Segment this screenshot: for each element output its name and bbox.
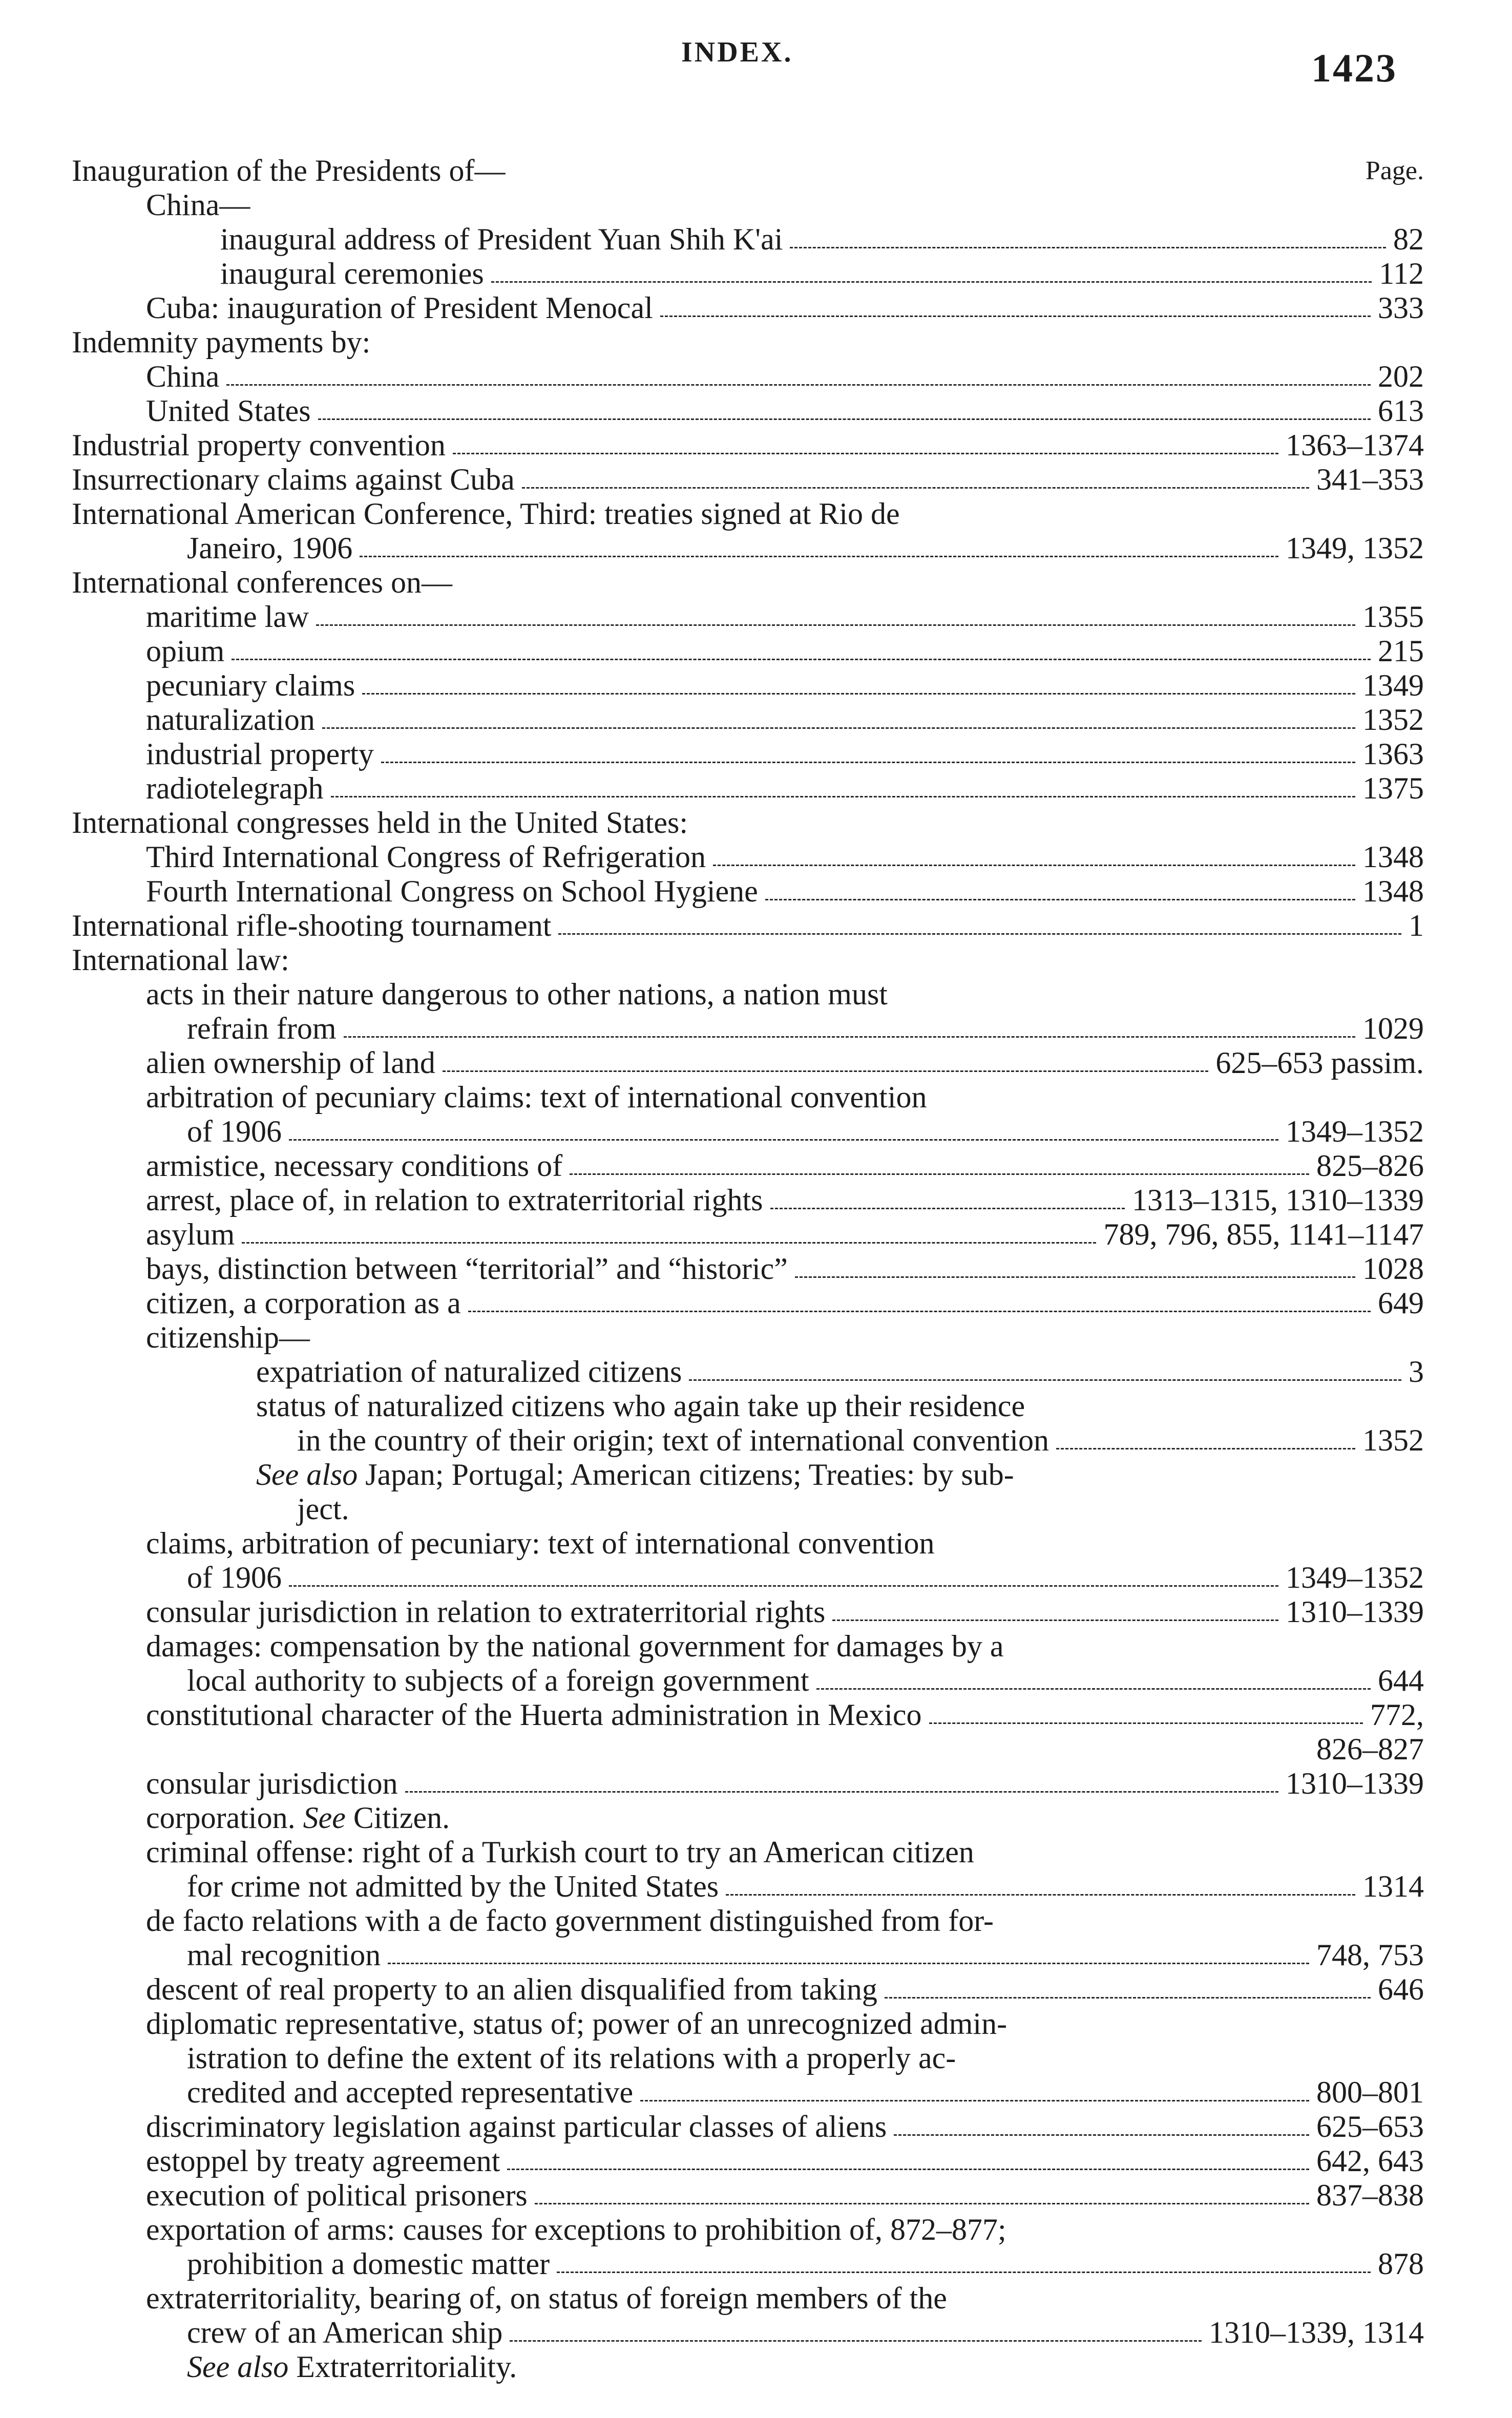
- index-entry: [72, 2213, 1424, 2247]
- index-entry: [72, 1561, 1424, 1595]
- page-ref: 1028: [1362, 1252, 1424, 1286]
- index-entry: [72, 943, 1424, 977]
- entry-text: constitutional character of the Huerta administration in Mexico: [146, 1698, 922, 1732]
- entry-text: for crime not admitted by the United States: [187, 1869, 719, 1903]
- dot-leader: [322, 727, 1355, 729]
- entry-text: in the country of their origin; text of international convention: [297, 1423, 1049, 1457]
- entry-text: opium: [146, 634, 225, 668]
- cross-reference: Japan; Portugal; American citizens; Treaties: by sub-: [365, 1458, 1014, 1491]
- dot-leader: [570, 1173, 1309, 1175]
- index-entry: [72, 1286, 1424, 1320]
- page-ref: 202: [1378, 360, 1424, 393]
- entry-text: ject.: [297, 1492, 349, 1526]
- index-entry: [72, 1767, 1424, 1801]
- dot-leader: [640, 2100, 1309, 2101]
- entry-text: International congresses held in the United States:: [72, 806, 688, 839]
- entry-text: Third International Congress of Refrigeration: [146, 840, 706, 874]
- entry-text: istration to define the extent of its relations with a properly ac-: [187, 2041, 956, 2075]
- entry-text: citizenship—: [146, 1320, 310, 1354]
- index-entry: [72, 1904, 1424, 1938]
- entry-text: crew of an American ship: [187, 2316, 503, 2349]
- entry-text: alien ownership of land: [146, 1046, 435, 1080]
- dot-leader: [832, 1620, 1278, 1621]
- entry-text: execution of political prisoners: [146, 2178, 528, 2212]
- entry-text: discriminatory legislation against particular classes of aliens: [146, 2110, 887, 2143]
- page-ref: 112: [1379, 257, 1424, 290]
- page-ref: 1314: [1362, 1869, 1424, 1903]
- entry-text: estoppel by treaty agreement: [146, 2144, 500, 2178]
- page-ref: 878: [1378, 2247, 1424, 2281]
- index-entry: [72, 1080, 1424, 1115]
- entry-text: industrial property: [146, 737, 374, 771]
- dot-leader: [522, 487, 1309, 489]
- index-entry: [72, 497, 1424, 531]
- page-ref: 333: [1378, 291, 1424, 325]
- index-entry: [72, 1835, 1424, 1869]
- page-ref: 1349–1352: [1286, 1115, 1424, 1148]
- index-entry: [72, 1801, 1424, 1835]
- dot-leader: [468, 1311, 1371, 1312]
- index-entry: [72, 188, 1424, 222]
- dot-leader: [360, 556, 1278, 557]
- index-entry: [72, 462, 1424, 497]
- dot-leader: [226, 384, 1371, 386]
- dot-leader: [507, 2169, 1309, 2170]
- entry-text: local authority to subjects of a foreign government: [187, 1664, 809, 1697]
- entry-text: International law:: [72, 943, 289, 977]
- index-entry: [72, 1492, 1424, 1526]
- dot-leader: [232, 659, 1371, 660]
- page-ref: 1363–1374: [1286, 428, 1424, 462]
- page-ref: 1363: [1362, 737, 1424, 771]
- entry-text: Inauguration of the Presidents of—: [72, 154, 506, 187]
- entry-text: asylum: [146, 1217, 235, 1251]
- dot-leader: [929, 1722, 1363, 1724]
- entry-text: consular jurisdiction: [146, 1767, 398, 1800]
- index-entry: [72, 325, 1424, 360]
- index-entry: [72, 771, 1424, 806]
- entry-text: arbitration of pecuniary claims: text of international convention: [146, 1080, 927, 1114]
- entry-text: citizen, a corporation as a: [146, 1286, 461, 1320]
- page-ref: 1352: [1362, 703, 1424, 737]
- index-entry: [72, 1698, 1424, 1732]
- entry-text: [146, 1801, 450, 1835]
- index-entry: [72, 737, 1424, 771]
- dot-leader: [557, 2272, 1371, 2273]
- entry-text: Fourth International Congress on School Hygiene: [146, 874, 758, 908]
- page-ref: 642, 643: [1316, 2144, 1424, 2178]
- see-also-label: See also: [256, 1458, 358, 1491]
- page-ref: 772,: [1370, 1698, 1424, 1732]
- index-entry: [72, 1732, 1424, 1767]
- entry-text: descent of real property to an alien disqualified from taking: [146, 1972, 877, 2006]
- dot-leader: [289, 1139, 1278, 1141]
- entry-text: status of naturalized citizens who again take up their residence: [256, 1389, 1025, 1423]
- index-entry: [72, 2316, 1424, 2350]
- index-entry: [72, 1149, 1424, 1183]
- entry-text: exportation of arms: causes for exceptions to prohibition of, 872–877;: [146, 2213, 1006, 2246]
- index-entry: [72, 977, 1424, 1012]
- entry-text: mal recognition: [187, 1938, 381, 1972]
- entry-text: claims, arbitration of pecuniary: text of international convention: [146, 1526, 935, 1560]
- entry-text: diplomatic representative, status of; power of an unrecognized admin-: [146, 2007, 1007, 2041]
- entry-text: [187, 2350, 517, 2384]
- dot-leader: [453, 453, 1278, 454]
- entry-text: criminal offense: right of a Turkish court to try an American citizen: [146, 1835, 974, 1869]
- index-entry: [72, 1458, 1424, 1492]
- dot-leader: [316, 624, 1355, 626]
- index-entry: [72, 2350, 1424, 2384]
- index-entry: [72, 1972, 1424, 2007]
- index-entry: [72, 2110, 1424, 2144]
- index-entry: [72, 1389, 1424, 1423]
- entry-text: Indemnity payments by:: [72, 325, 371, 359]
- dot-leader: [362, 693, 1355, 695]
- index-entry: [72, 668, 1424, 703]
- page-ref: 625–653: [1316, 2110, 1424, 2143]
- dot-leader: [491, 281, 1372, 283]
- index-entry: [72, 257, 1424, 291]
- dot-leader: [894, 2134, 1309, 2136]
- index-entry: [72, 2007, 1424, 2041]
- entry-term: corporation.: [146, 1801, 296, 1835]
- entry-text: International rifle-shooting tournament: [72, 909, 552, 942]
- entry-text: Janeiro, 1906: [187, 531, 353, 565]
- index-entry: [72, 2178, 1424, 2213]
- page-ref: 341–353: [1316, 462, 1424, 496]
- dot-leader: [660, 316, 1371, 317]
- index-entry: [72, 531, 1424, 565]
- page-ref: 82: [1393, 222, 1424, 256]
- index-entry: [72, 1355, 1424, 1389]
- entry-text: prohibition a domestic matter: [187, 2247, 550, 2281]
- index-entry: [72, 1320, 1424, 1355]
- index-entry: [72, 2075, 1424, 2110]
- index-entry: [72, 1595, 1424, 1629]
- index-entry: [72, 222, 1424, 257]
- page-ref: 1310–1339: [1286, 1595, 1424, 1629]
- index-entry: [72, 1115, 1424, 1149]
- page-ref: 1: [1409, 909, 1424, 942]
- page-ref: 1310–1339: [1286, 1767, 1424, 1800]
- entry-text: International conferences on—: [72, 565, 452, 599]
- index-entry: [72, 360, 1424, 394]
- dot-leader: [816, 1688, 1371, 1690]
- index-entry: [72, 909, 1424, 943]
- dot-leader: [790, 247, 1386, 248]
- page-ref: 625–653 passim.: [1215, 1046, 1424, 1080]
- entry-text: of 1906: [187, 1561, 282, 1594]
- dot-leader: [535, 2203, 1309, 2204]
- entry-text: radiotelegraph: [146, 771, 324, 805]
- page-ref: 800–801: [1316, 2075, 1424, 2109]
- index-entry: [72, 2144, 1424, 2178]
- index-entry: [72, 2281, 1424, 2316]
- index-entry: [72, 1012, 1424, 1046]
- page-ref: 649: [1378, 1286, 1424, 1320]
- page-ref: 1313–1315, 1310–1339: [1132, 1183, 1424, 1217]
- dot-leader: [289, 1585, 1278, 1587]
- page-ref: 613: [1378, 394, 1424, 428]
- index-entry: [72, 874, 1424, 909]
- entry-text: Insurrectionary claims against Cuba: [72, 462, 515, 496]
- page-ref: 1348: [1362, 840, 1424, 874]
- entry-text: [256, 1458, 1014, 1492]
- entry-text: United States: [146, 394, 311, 428]
- dot-leader: [885, 1997, 1371, 1999]
- entry-text: pecuniary claims: [146, 668, 355, 702]
- cross-reference: Extraterritoriality.: [296, 2350, 517, 2384]
- dot-leader: [689, 1379, 1401, 1381]
- page-ref: 837–838: [1316, 2178, 1424, 2212]
- index-entry: [72, 2041, 1424, 2075]
- dot-leader: [242, 1242, 1096, 1244]
- dot-leader: [344, 1036, 1355, 1038]
- entry-text: of 1906: [187, 1115, 282, 1148]
- page-ref: 1375: [1362, 771, 1424, 805]
- page-ref: 825–826: [1316, 1149, 1424, 1183]
- page-ref: 3: [1409, 1355, 1424, 1389]
- entry-text: de facto relations with a de facto government distinguished from for-: [146, 1904, 994, 1938]
- see-also-label: See also: [187, 2350, 289, 2384]
- cross-reference: Citizen.: [353, 1801, 450, 1835]
- index-entry: [72, 1869, 1424, 1904]
- entry-text: extraterritoriality, bearing of, on status of foreign members of the: [146, 2281, 947, 2315]
- index-entry: [72, 291, 1424, 325]
- index-entry: [72, 428, 1424, 462]
- dot-leader: [388, 1963, 1309, 1964]
- entry-text: consular jurisdiction in relation to extraterritorial rights: [146, 1595, 826, 1629]
- dot-leader: [405, 1791, 1278, 1793]
- page-ref: 1355: [1362, 600, 1424, 634]
- index-entry: [72, 1183, 1424, 1217]
- dot-leader: [713, 865, 1355, 866]
- index-entry: [72, 1938, 1424, 1972]
- page-ref: 1349–1352: [1286, 1561, 1424, 1594]
- dot-leader: [510, 2340, 1202, 2342]
- entry-text: bays, distinction between “territorial” and “historic”: [146, 1252, 788, 1286]
- entry-text: Industrial property convention: [72, 428, 446, 462]
- dot-leader: [318, 418, 1371, 420]
- index-entry: [72, 154, 1424, 188]
- index-entry: [72, 2247, 1424, 2281]
- dot-leader: [443, 1070, 1208, 1072]
- entry-text: China: [146, 360, 220, 393]
- index-entry: [72, 1629, 1424, 1664]
- dot-leader: [381, 762, 1355, 763]
- entry-text: International American Conference, Third: treaties signed at Rio de: [72, 497, 900, 531]
- page-ref: 789, 796, 855, 1141–1147: [1103, 1217, 1424, 1251]
- entry-text: acts in their nature dangerous to other nations, a nation must: [146, 977, 888, 1011]
- index-entry: [72, 703, 1424, 737]
- entry-text: damages: compensation by the national government for damages by a: [146, 1629, 1004, 1663]
- page-ref: 1310–1339, 1314: [1209, 2316, 1424, 2349]
- entry-text: naturalization: [146, 703, 315, 737]
- dot-leader: [765, 899, 1355, 900]
- index-entry: [72, 1046, 1424, 1080]
- running-head: INDEX.: [681, 36, 793, 68]
- index-list: [72, 154, 1424, 2384]
- page-ref: 1349, 1352: [1286, 531, 1424, 565]
- index-entry: [72, 634, 1424, 668]
- page-ref: 1352: [1362, 1423, 1424, 1457]
- index-entry: [72, 1664, 1424, 1698]
- page-ref: 644: [1378, 1664, 1424, 1697]
- entry-text: inaugural ceremonies: [220, 257, 484, 290]
- entry-text: maritime law: [146, 600, 309, 634]
- index-entry: [72, 1252, 1424, 1286]
- index-entry: [72, 565, 1424, 600]
- dot-leader: [1056, 1448, 1355, 1449]
- entry-text: China—: [146, 188, 250, 222]
- dot-leader: [331, 796, 1356, 797]
- index-entry: [72, 1423, 1424, 1458]
- page-ref: 748, 753: [1316, 1938, 1424, 1972]
- page-ref: 1349: [1362, 668, 1424, 702]
- index-entry: [72, 840, 1424, 874]
- index-entry: [72, 1526, 1424, 1561]
- page-ref: 826–827: [1316, 1732, 1424, 1766]
- page-column-label: Page.: [1365, 156, 1424, 185]
- entry-text: Cuba: inauguration of President Menocal: [146, 291, 653, 325]
- page-ref: 1029: [1362, 1012, 1424, 1045]
- entry-text: arrest, place of, in relation to extraterritorial rights: [146, 1183, 763, 1217]
- page-ref: 215: [1378, 634, 1424, 668]
- see-label: See: [303, 1801, 346, 1835]
- entry-text: expatriation of naturalized citizens: [256, 1355, 682, 1389]
- entry-text: inaugural address of President Yuan Shih K'ai: [220, 222, 783, 256]
- dot-leader: [795, 1276, 1355, 1278]
- entry-text: armistice, necessary conditions of: [146, 1149, 563, 1183]
- index-entry: [72, 806, 1424, 840]
- page-ref: 1348: [1362, 874, 1424, 908]
- page-ref: 646: [1378, 1972, 1424, 2006]
- entry-text: refrain from: [187, 1012, 337, 1045]
- dot-leader: [558, 933, 1401, 935]
- index-entry: [72, 1217, 1424, 1252]
- index-entry: [72, 394, 1424, 428]
- entry-text: credited and accepted representative: [187, 2075, 634, 2109]
- dot-leader: [770, 1208, 1125, 1209]
- dot-leader: [726, 1894, 1355, 1896]
- page-number: 1423: [1311, 46, 1397, 90]
- index-entry: [72, 600, 1424, 634]
